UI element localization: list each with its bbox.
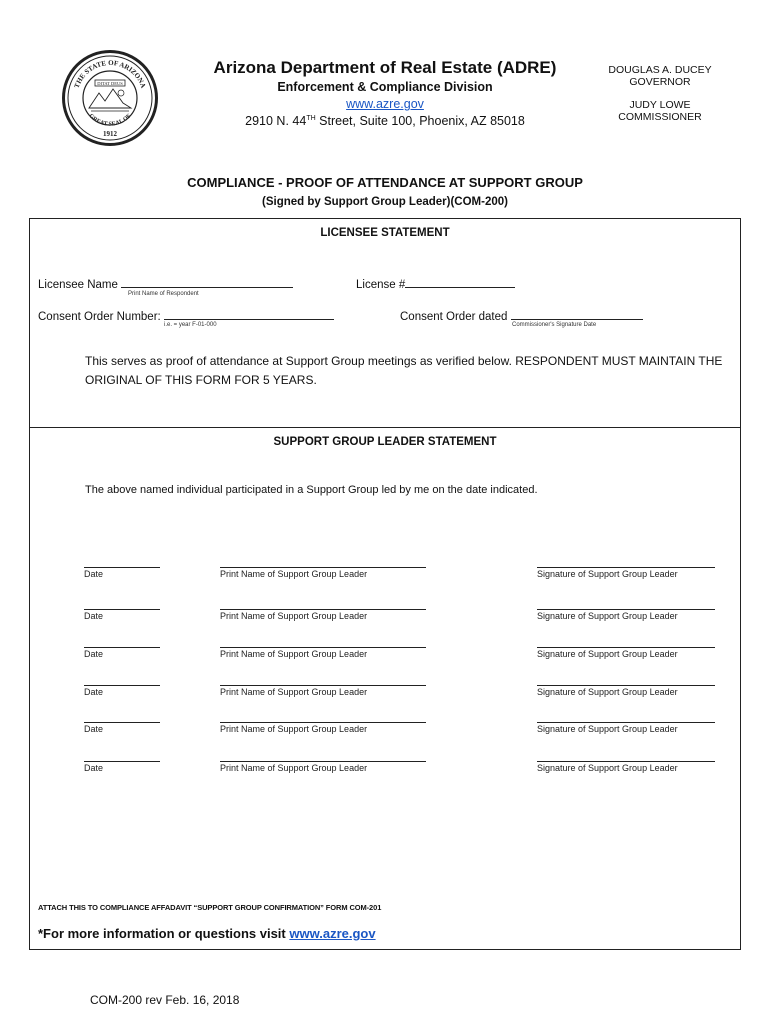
seal-motto: DITAT DEUS — [97, 81, 123, 86]
seal-year: 1912 — [103, 130, 117, 138]
governor-name: DOUGLAS A. DUCEY — [608, 64, 712, 76]
license-number-line[interactable] — [405, 277, 515, 288]
date-line[interactable] — [84, 608, 160, 610]
leader-signature-line[interactable] — [537, 566, 715, 568]
leader-signature-label: Signature of Support Group Leader — [537, 569, 678, 579]
commissioner-title: COMMISSIONER — [618, 111, 702, 123]
leader-signature-label: Signature of Support Group Leader — [537, 687, 678, 697]
consent-order-dated-field[interactable] — [400, 309, 643, 323]
leader-name-line[interactable] — [220, 721, 426, 723]
leader-name-line[interactable] — [220, 646, 426, 648]
leader-name-line[interactable] — [220, 566, 426, 568]
leader-name-line[interactable] — [220, 760, 426, 762]
leader-heading: SUPPORT GROUP LEADER STATEMENT — [273, 436, 497, 448]
license-number-label: License # — [356, 279, 406, 291]
leader-signature-line[interactable] — [537, 760, 715, 762]
date-line[interactable] — [84, 646, 160, 648]
address-part-1: 2910 N. 44 — [245, 114, 307, 128]
consent-order-dated-hint: Commissioner's Signature Date — [512, 322, 597, 328]
address-part-2: Street, Suite 100, Phoenix, AZ 85018 — [315, 114, 525, 128]
leader-signature-line[interactable] — [537, 646, 715, 648]
licensee-heading: LICENSEE STATEMENT — [320, 227, 450, 239]
date-label: Date — [84, 687, 104, 697]
leader-signature-line[interactable] — [537, 608, 715, 610]
date-label: Date — [84, 569, 104, 579]
agency-title: Arizona Department of Real Estate (ADRE) — [213, 58, 557, 77]
licensee-paragraph: This serves as proof of attendance at Support Group meetings as verified below. RESPONDENT MUST MAINTAIN THE ORIGINAL OF THIS FORM FOR 5 YEARS. — [85, 354, 723, 387]
svg-text:GREAT SEAL OF — [87, 113, 132, 128]
leader-name-label: Print Name of Support Group Leader — [220, 724, 368, 734]
division-name: Enforcement & Compliance Division — [277, 80, 493, 94]
licensee-name-label: Licensee Name — [38, 279, 118, 291]
leader-name-label: Print Name of Support Group Leader — [220, 649, 368, 659]
state-seal — [62, 50, 158, 146]
leader-signature-label: Signature of Support Group Leader — [537, 724, 678, 734]
seal-left-text: GREAT SEAL OF — [87, 113, 133, 128]
leader-signature-line[interactable] — [537, 721, 715, 723]
leader-name-label: Print Name of Support Group Leader — [220, 611, 368, 621]
form-revision-footer: COM-200 rev Feb. 16, 2018 — [90, 993, 240, 1007]
agency-address — [175, 114, 595, 128]
date-line[interactable] — [84, 684, 160, 686]
attach-note: ATTACH THIS TO COMPLIANCE AFFADAVIT “SUPPORT GROUP CONFIRMATION” FORM COM-201 — [38, 903, 382, 912]
address-sup: TH — [306, 114, 316, 122]
seal-graphic — [65, 53, 155, 143]
governor-block — [600, 64, 720, 88]
consent-order-number-hint: i.e. = year F-01-000 — [164, 322, 217, 328]
date-label: Date — [84, 611, 104, 621]
leader-signature-line[interactable] — [537, 684, 715, 686]
document-subtitle: (Signed by Support Group Leader)(COM-200) — [262, 196, 508, 208]
consent-order-number-field[interactable] — [38, 309, 334, 323]
date-label: Date — [84, 724, 104, 734]
date-line[interactable] — [84, 721, 160, 723]
consent-order-dated-label: Consent Order dated — [400, 311, 508, 323]
leader-signature-label: Signature of Support Group Leader — [537, 611, 678, 621]
document-title: COMPLIANCE - PROOF OF ATTENDANCE AT SUPPORT GROUP — [187, 175, 583, 190]
leader-signature-label: Signature of Support Group Leader — [537, 763, 678, 773]
more-info-text: *For more information or questions visit — [38, 926, 290, 941]
more-info-link[interactable]: www.azre.gov — [289, 926, 376, 941]
date-label: Date — [84, 763, 104, 773]
commissioner-block — [600, 99, 720, 123]
consent-order-number-label: Consent Order Number: — [38, 311, 161, 323]
licensee-name-line[interactable] — [121, 277, 293, 288]
more-info — [38, 926, 376, 941]
leader-name-label: Print Name of Support Group Leader — [220, 569, 368, 579]
leader-name-label: Print Name of Support Group Leader — [220, 763, 368, 773]
leader-name-line[interactable] — [220, 684, 426, 686]
leader-statement: The above named individual participated in a Support Group led by me on the date indicated. — [85, 484, 538, 496]
licensee-section-box — [29, 218, 741, 428]
licensee-name-field[interactable] — [38, 277, 293, 291]
leader-name-label: Print Name of Support Group Leader — [220, 687, 368, 697]
date-line[interactable] — [84, 566, 160, 568]
consent-order-dated-line[interactable] — [511, 309, 643, 320]
governor-title: GOVERNOR — [629, 76, 691, 88]
license-number-field[interactable] — [356, 277, 515, 291]
consent-order-number-line[interactable] — [164, 309, 334, 320]
date-label: Date — [84, 649, 104, 659]
leader-name-line[interactable] — [220, 608, 426, 610]
leader-signature-label: Signature of Support Group Leader — [537, 649, 678, 659]
licensee-name-hint: Print Name of Respondent — [128, 291, 199, 297]
agency-website-link[interactable]: www.azre.gov — [346, 97, 424, 111]
commissioner-name: JUDY LOWE — [629, 99, 691, 111]
seal-top-text: THE STATE OF ARIZONA — [72, 58, 148, 90]
date-line[interactable] — [84, 760, 160, 762]
